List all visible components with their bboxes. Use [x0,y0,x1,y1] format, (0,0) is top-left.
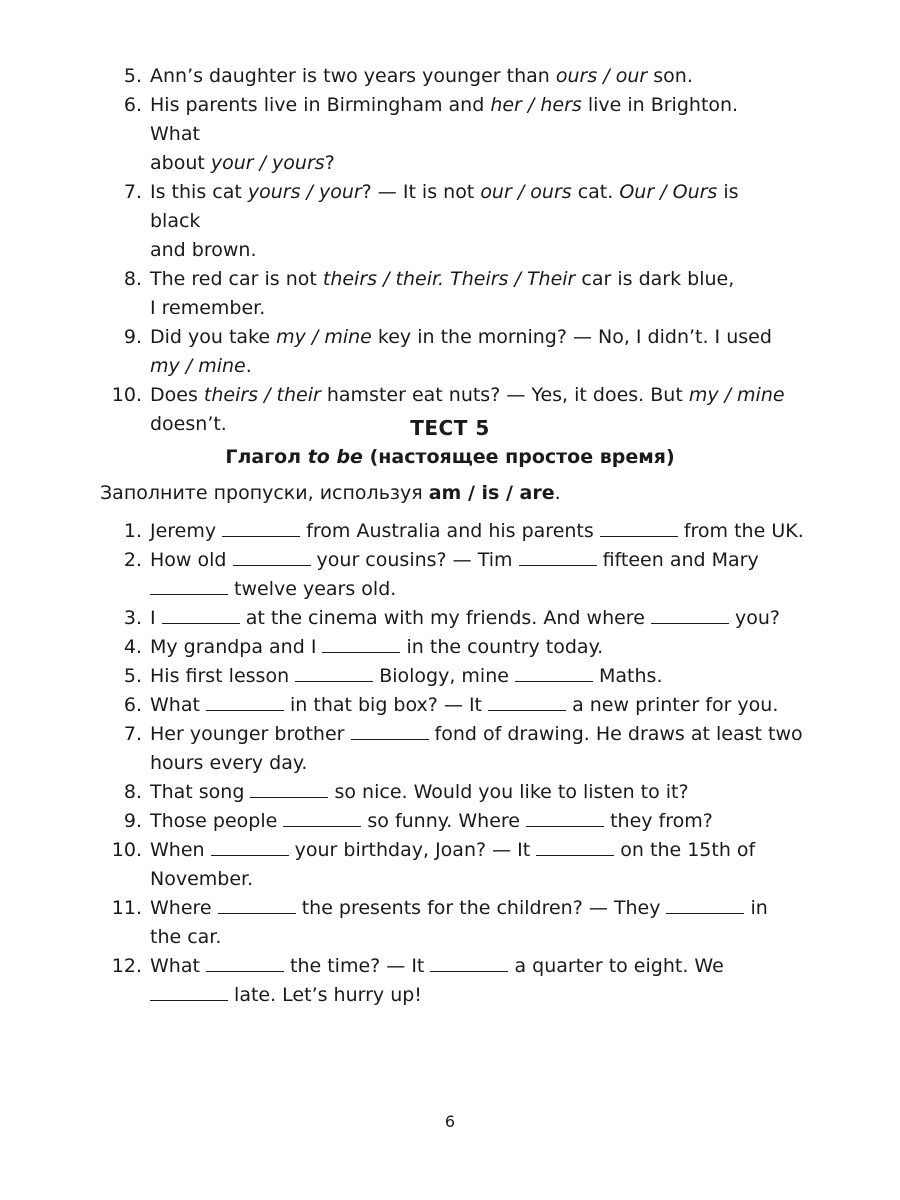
text-segment: November. [150,868,254,890]
text-segment: from the UK. [677,520,804,542]
test-item [0,894,900,952]
item-number: 10. [111,839,142,861]
item-text [150,952,810,1010]
text-segment: fifteen and Mary [596,549,759,571]
text-segment: a new printer for you. [566,694,779,716]
item-text [150,91,790,178]
choice-option: theirs / their [203,384,321,406]
text-segment: The red car is not [150,268,323,290]
text-segment: Ann’s daughter is two years younger than [150,65,556,87]
answer-blank[interactable] [536,840,614,856]
text-segment: ? [324,152,335,174]
item-text [150,778,810,807]
text-segment: the time? — It [283,955,431,977]
text-segment: in [744,897,768,919]
item-number: 5. [123,65,142,87]
item-number: 7. [123,723,142,745]
text-segment: your birthday, Joan? — It [288,839,537,861]
item-number: 2. [123,549,142,571]
test-title: ТЕСТ 5 [410,416,490,440]
text-segment: is black [150,181,739,232]
text-segment: His first lesson [150,665,296,687]
text-segment: the car. [150,926,222,948]
test-item [0,836,900,894]
text-segment: a quarter to eight. We [508,955,724,977]
test-item [0,662,900,691]
item-number: 11. [111,897,142,919]
answer-blank[interactable] [600,521,678,537]
answer-blank[interactable] [222,521,300,537]
text-segment: so funny. Where [361,810,527,832]
text-segment: from Australia and his parents [300,520,600,542]
choice-option: my / mine [688,384,785,406]
exercise-item [0,323,900,381]
text-segment: live in Brighton. What [150,94,739,145]
text-segment: so nice. Would you like to listen to it? [328,781,689,803]
text-segment: I [150,607,162,629]
answer-blank[interactable] [295,666,373,682]
item-number: 6. [123,94,142,116]
text-segment: What [150,694,206,716]
answer-blank[interactable] [150,985,228,1001]
answer-blank[interactable] [162,608,240,624]
item-number: 1. [123,520,142,542]
item-number: 6. [123,694,142,716]
item-text [150,62,790,91]
text-segment: Biology, mine [373,665,515,687]
exercise-item [0,178,900,265]
item-text [150,633,810,662]
answer-blank[interactable] [322,637,400,653]
item-number: 7. [123,181,142,203]
test-item [0,691,900,720]
text-segment: Those people [150,810,284,832]
text-segment: and brown. [150,239,257,261]
answer-blank[interactable] [526,811,604,827]
test-item [0,633,900,662]
item-number: 8. [123,781,142,803]
text-segment: Jeremy [150,520,223,542]
answer-blank[interactable] [218,898,296,914]
text-segment: Does [150,384,204,406]
subtitle-italic: to be [307,446,363,468]
text-segment: cat. [571,181,620,203]
answer-blank[interactable] [519,550,597,566]
test-item [0,546,900,604]
text-segment: on the 15th of [614,839,756,861]
item-number: 10. [111,384,142,406]
text-segment: in the country today. [400,636,604,658]
page-number: 6 [444,1112,456,1131]
choice-option: my / mine [150,355,246,377]
item-text [150,178,790,265]
item-text [150,836,810,894]
item-number: 3. [123,607,142,629]
item-number: 4. [123,636,142,658]
item-text [150,894,810,952]
answer-blank[interactable] [351,724,429,740]
item-text [150,662,810,691]
text-segment: in that big box? — It [283,694,489,716]
answer-blank[interactable] [211,840,289,856]
instruction-text: Заполните пропуски, используя [100,482,429,504]
instruction [100,482,561,504]
instruction-options: am / is / are [428,482,555,504]
text-segment: hamster eat nuts? — Yes, it does. But [320,384,689,406]
text-segment: I remember. [150,297,266,319]
item-number: 9. [123,810,142,832]
answer-blank[interactable] [150,579,228,595]
choice-option: my / mine [276,326,372,348]
text-segment: His parents live in Birmingham and [150,94,491,116]
text-segment: Maths. [592,665,663,687]
test5-exercise-list [0,517,900,1010]
item-number: 9. [123,326,142,348]
text-segment: twelve years old. [228,578,397,600]
test-item [0,604,900,633]
test-item [0,720,900,778]
text-segment: doesn’t. [150,413,227,435]
choice-option: Our / Ours [619,181,718,203]
text-segment: Is this cat [150,181,248,203]
text-segment: hours every day. [150,752,308,774]
choice-option: your / yours [210,152,325,174]
item-text [150,265,790,323]
item-text [150,691,810,720]
text-segment: late. Let’s hurry up! [228,984,422,1006]
answer-blank[interactable] [651,608,729,624]
text-segment: they from? [604,810,713,832]
exercise-item [0,265,900,323]
text-segment: you? [728,607,780,629]
text-segment: car is dark blue, [575,268,735,290]
choice-option: her / hers [490,94,582,116]
text-segment: What [150,955,206,977]
answer-blank[interactable] [430,956,508,972]
test-subtitle [0,446,900,468]
item-number: 5. [123,665,142,687]
text-segment: That song [150,781,251,803]
text-segment: ? — It is not [361,181,481,203]
text-segment: son. [647,65,693,87]
test-item [0,952,900,1010]
text-segment: fond of drawing. He draws at least two [428,723,803,745]
answer-blank[interactable] [666,898,744,914]
text-segment: your cousins? — Tim [310,549,519,571]
item-text [150,604,810,633]
answer-blank[interactable] [515,666,593,682]
item-text [150,323,790,381]
answer-blank[interactable] [206,695,284,711]
item-text [150,517,810,546]
answer-blank[interactable] [283,811,361,827]
text-segment: . [245,355,252,377]
choice-option: ours / our [555,65,648,87]
item-text [150,546,810,604]
item-text [150,807,810,836]
item-number: 8. [123,268,142,290]
item-text [150,720,810,778]
choice-option: our / ours [480,181,572,203]
instruction-end: . [554,482,561,504]
choice-option: yours / your [247,181,362,203]
subtitle-part: Глагол [225,446,308,468]
text-segment: about [150,152,211,174]
text-segment: the presents for the children? — They [295,897,667,919]
answer-blank[interactable] [488,695,566,711]
test-item [0,778,900,807]
text-segment: key in the morning? — No, I didn’t. I used [371,326,772,348]
text-segment: Did you take [150,326,277,348]
item-number: 12. [111,955,142,977]
text-segment: When [150,839,211,861]
answer-blank[interactable] [233,550,311,566]
choice-option: theirs / their. Theirs / Their [322,268,576,290]
answer-blank[interactable] [250,782,328,798]
text-segment: at the cinema with my friends. And where [239,607,651,629]
text-segment: Where [150,897,218,919]
text-segment: My grandpa and I [150,636,323,658]
answer-blank[interactable] [206,956,284,972]
previous-exercise-list [0,62,900,439]
exercise-item [0,62,900,91]
test-item [0,807,900,836]
subtitle-part: (настоящее простое время) [362,446,675,468]
text-segment: Her younger brother [150,723,351,745]
test-item [0,517,900,546]
exercise-item [0,91,900,178]
text-segment: How old [150,549,233,571]
